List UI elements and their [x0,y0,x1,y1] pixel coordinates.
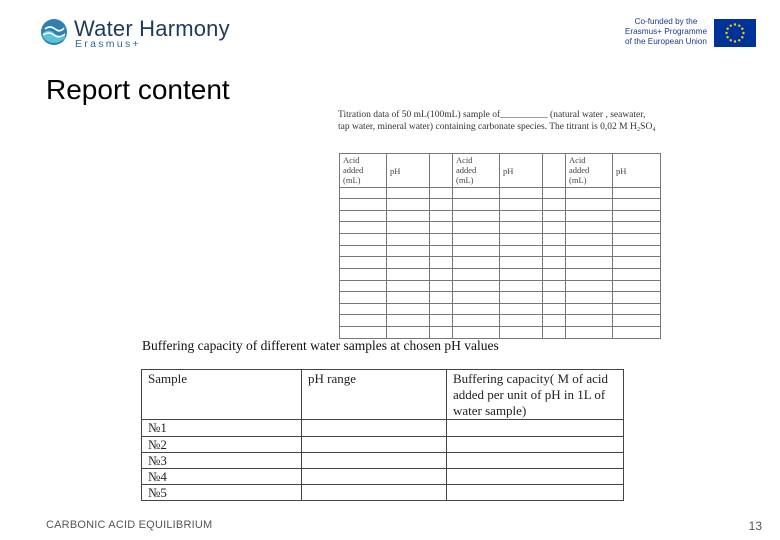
titration-empty-row [340,234,661,246]
water-drop-logo-icon [40,18,68,46]
titration-caption-line: Titration data of 50 mL(100mL) sample of__________ (natural water , seawater, [338,110,646,120]
titration-empty-cell [613,257,661,269]
header-ph: pH [387,154,430,188]
titration-empty-cell [566,188,613,199]
buffering-header-row [142,370,624,420]
sample-label: №4 [142,468,302,484]
titration-empty-cell [566,234,613,246]
titration-empty-cell [340,211,387,222]
titration-empty-cell [613,211,661,222]
header-ph: pH [613,154,661,188]
empty-cell [447,484,624,500]
titration-empty-cell [453,327,500,339]
titration-empty-cell [340,292,387,304]
titration-empty-cell [500,234,543,246]
titration-empty-cell [453,222,500,234]
titration-empty-cell [613,292,661,304]
empty-cell [447,420,624,436]
titration-empty-cell [340,222,387,234]
eu-funding-text [622,17,710,47]
titration-empty-cell [613,246,661,257]
titration-empty-cell [387,315,430,327]
titration-empty-cell [500,211,543,222]
titration-empty-cell [387,257,430,269]
titration-empty-cell [453,269,500,281]
titration-empty-cell [430,188,453,199]
titration-empty-cell [453,281,500,292]
titration-empty-row [340,211,661,222]
titration-empty-cell [500,304,543,315]
titration-empty-cell [566,246,613,257]
titration-empty-cell [430,304,453,315]
titration-empty-cell [613,188,661,199]
titration-empty-cell [500,257,543,269]
page-number: 13 [748,519,762,533]
titration-empty-row [340,281,661,292]
titration-empty-cell [543,269,566,281]
titration-empty-cell [613,315,661,327]
eu-star-icon [730,24,732,26]
titration-empty-cell [566,211,613,222]
logo-wordmark: Water Harmony [74,16,230,41]
titration-header-row [340,154,661,188]
eu-star-icon [738,24,740,26]
titration-empty-cell [453,304,500,315]
titration-empty-cell [566,281,613,292]
titration-empty-cell [387,199,430,211]
sample-label: №5 [142,484,302,500]
titration-empty-cell [566,199,613,211]
titration-empty-row [340,188,661,199]
titration-empty-row [340,246,661,257]
sample-row [142,452,624,468]
titration-empty-row [340,222,661,234]
titration-empty-cell [387,211,430,222]
eu-flag-icon [714,19,756,47]
titration-empty-cell [566,269,613,281]
titration-empty-cell [453,315,500,327]
titration-empty-cell [430,211,453,222]
eu-star-icon [726,36,728,38]
eu-star-icon [738,39,740,41]
empty-cell [302,436,447,452]
titration-empty-cell [613,222,661,234]
sample-label: №2 [142,436,302,452]
titration-empty-cell [453,199,500,211]
titration-empty-row [340,292,661,304]
titration-empty-cell [566,327,613,339]
titration-empty-cell [387,304,430,315]
titration-empty-cell [340,269,387,281]
titration-empty-cell [340,327,387,339]
titration-empty-cell [500,188,543,199]
sample-row [142,484,624,500]
titration-empty-cell [387,246,430,257]
eu-star-icon [741,28,743,30]
titration-empty-cell [566,222,613,234]
empty-cell [447,452,624,468]
sample-label: №1 [142,420,302,436]
titration-empty-cell [543,292,566,304]
titration-empty-cell [543,257,566,269]
titration-empty-cell [500,292,543,304]
titration-empty-cell [340,281,387,292]
sample-row [142,436,624,452]
eu-star-icon [734,40,736,42]
titration-empty-cell [430,269,453,281]
sample-row [142,420,624,436]
spacer-cell [430,154,453,188]
titration-empty-cell [430,234,453,246]
titration-empty-cell [430,257,453,269]
titration-empty-cell [430,327,453,339]
titration-empty-cell [566,304,613,315]
titration-caption [338,109,660,133]
titration-empty-cell [500,315,543,327]
titration-empty-cell [430,222,453,234]
header-acid-added: Acid added (mL) [566,154,613,188]
titration-empty-cell [543,211,566,222]
titration-empty-cell [543,327,566,339]
titration-empty-cell [566,315,613,327]
eu-star-icon [725,32,727,34]
titration-empty-cell [430,246,453,257]
titration-empty-cell [340,315,387,327]
footer-topic: CARBONIC ACID EQUILIBRIUM [46,519,213,531]
titration-data-table [339,153,661,339]
titration-empty-cell [430,315,453,327]
titration-empty-cell [340,188,387,199]
titration-empty-cell [500,246,543,257]
titration-empty-cell [387,292,430,304]
eu-star-icon [730,39,732,41]
titration-empty-cell [543,222,566,234]
titration-empty-cell [387,188,430,199]
sample-label: №3 [142,452,302,468]
spacer-cell [543,154,566,188]
titration-empty-cell [613,281,661,292]
titration-empty-cell [543,246,566,257]
header-sample: Sample [142,370,302,420]
titration-empty-cell [543,315,566,327]
titration-empty-cell [500,199,543,211]
empty-cell [447,436,624,452]
header-acid-added: Acid added (mL) [340,154,387,188]
empty-cell [447,468,624,484]
titration-empty-cell [500,269,543,281]
titration-empty-cell [500,281,543,292]
titration-empty-row [340,269,661,281]
titration-empty-cell [543,304,566,315]
titration-empty-cell [453,234,500,246]
titration-empty-cell [566,292,613,304]
titration-empty-cell [613,199,661,211]
sample-row [142,468,624,484]
titration-empty-cell [387,234,430,246]
titration-empty-cell [340,257,387,269]
titration-empty-cell [543,188,566,199]
titration-empty-cell [453,211,500,222]
titration-empty-row [340,315,661,327]
titration-empty-cell [453,292,500,304]
eu-star-icon [734,23,736,25]
titration-empty-cell [430,281,453,292]
titration-empty-cell [543,199,566,211]
titration-empty-cell [500,327,543,339]
titration-empty-cell [387,269,430,281]
eu-star-icon [726,28,728,30]
titration-empty-row [340,304,661,315]
empty-cell [302,452,447,468]
titration-caption-line: tap water, mineral water) containing carbonate species. The titrant is 0,02 M H₂SO₄ [338,122,656,132]
buffering-caption: Buffering capacity of different water samples at chosen pH values [142,338,499,353]
titration-empty-cell [430,292,453,304]
titration-empty-row [340,327,661,339]
eu-funding-badge [622,17,762,49]
titration-empty-cell [613,234,661,246]
eu-funding-line: Co-funded by the [634,17,698,26]
eu-funding-line: Erasmus+ Programme [624,27,708,36]
slide-title: Report content [46,74,230,105]
eu-star-icon [741,36,743,38]
empty-cell [302,484,447,500]
logo-subtitle: Erasmus+ [75,38,141,50]
header-ph-range: pH range [302,370,447,420]
titration-empty-row [340,257,661,269]
titration-empty-cell [613,304,661,315]
titration-empty-cell [613,327,661,339]
water-harmony-logo [40,16,240,50]
titration-empty-cell [340,304,387,315]
titration-empty-cell [340,199,387,211]
titration-empty-cell [453,257,500,269]
titration-empty-cell [566,257,613,269]
titration-empty-cell [543,281,566,292]
titration-empty-cell [340,246,387,257]
titration-empty-cell [453,188,500,199]
titration-empty-cell [543,234,566,246]
header-acid-added: Acid added (mL) [453,154,500,188]
eu-star-icon [742,32,744,34]
header-ph: pH [500,154,543,188]
titration-empty-cell [453,246,500,257]
titration-empty-cell [340,234,387,246]
titration-empty-cell [387,281,430,292]
titration-empty-row [340,199,661,211]
titration-empty-cell [430,199,453,211]
header-buffering-capacity: Buffering capacity( M of acid added per unit of pH in 1L of water sample) [447,370,624,420]
titration-empty-cell [387,222,430,234]
titration-empty-cell [613,269,661,281]
buffering-capacity-table [141,369,624,501]
titration-empty-cell [387,327,430,339]
eu-funding-line: of the European Union [625,37,707,46]
empty-cell [302,420,447,436]
empty-cell [302,468,447,484]
titration-empty-cell [500,222,543,234]
